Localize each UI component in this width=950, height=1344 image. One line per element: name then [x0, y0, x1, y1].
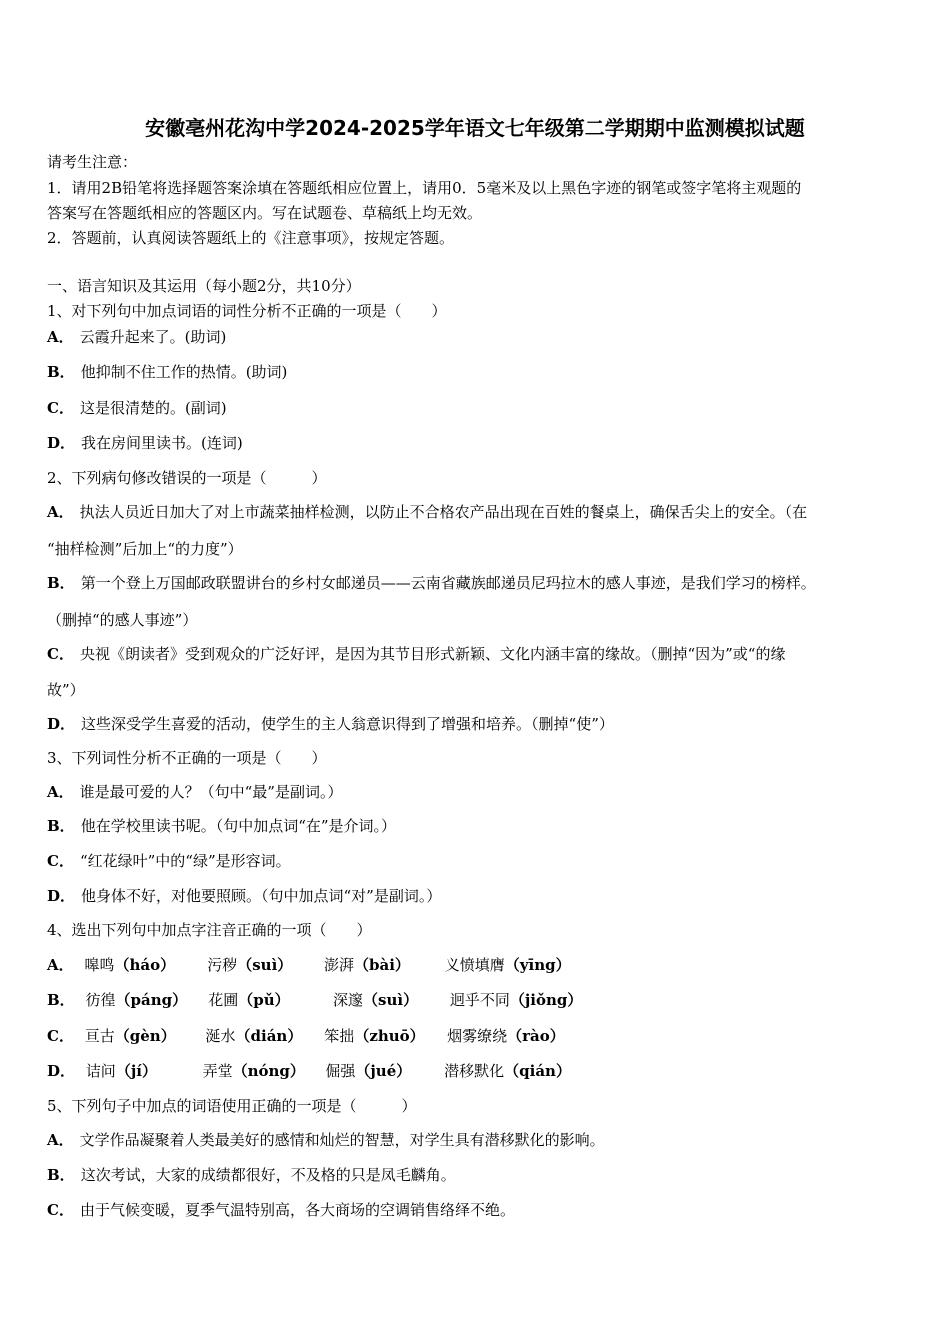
pinyin: （suì） [237, 956, 293, 974]
word: 污秽 [207, 956, 238, 974]
option-label: B． [47, 991, 75, 1009]
option-text: 执法人员近日加大了对上市蔬菜抽样检测，以防止不合格农产品出现在百姓的餐桌上，确保舌尖上的安全。（在 [79, 503, 808, 521]
pinyin: （jí） [115, 1062, 157, 1080]
pinyin: （dián） [235, 1027, 303, 1045]
option-label: A． [47, 328, 74, 346]
option-text: 谁是最可爱的人？（句中“最”是副词。） [79, 783, 343, 801]
notice-heading: 请考生注意： [47, 153, 138, 171]
q1-option-a [47, 327, 226, 347]
option-text: 他身体不好，对他要照顾。（句中加点词“对”是副词。） [81, 887, 442, 905]
option-label: D． [47, 1062, 76, 1080]
pinyin: （jué） [355, 1062, 412, 1080]
q5-option-a [47, 1130, 605, 1150]
pinyin-item [85, 1026, 201, 1046]
word: 迥乎不同 [449, 991, 510, 1009]
q4-option-d [47, 1061, 571, 1081]
q3-option-c [47, 851, 291, 871]
word: 花圃 [208, 991, 239, 1009]
q5-option-b [47, 1165, 456, 1185]
pinyin: （jiǒng） [509, 991, 583, 1009]
pinyin-item [208, 990, 328, 1010]
q3-option-b [47, 816, 396, 836]
q3-option-a [47, 782, 342, 802]
word: 彷徨 [85, 991, 116, 1009]
pinyin-item [324, 955, 440, 975]
pinyin-item [203, 1061, 321, 1081]
option-label: B． [47, 1166, 75, 1184]
option-text: 这些深受学生喜爱的活动，使学生的主人翁意识得到了增强和培养。（删掉“使”） [81, 715, 614, 733]
q4-stem: 4、选出下列句中加点字注音正确的一项（ ） [47, 921, 372, 939]
option-label: D． [47, 434, 76, 452]
exam-title: 安徽亳州花沟中学2024-2025学年语文七年级第二学期期中监测模拟试题 [145, 116, 805, 140]
q1-option-b [47, 362, 287, 382]
q1-stem: 1、对下列句中加点词语的词性分析不正确的一项是（ ） [47, 302, 447, 320]
pinyin: （gèn） [114, 1027, 176, 1045]
q2-option-d [47, 714, 614, 734]
word: 烟雾缭绕 [447, 1027, 508, 1045]
q1-option-d [47, 433, 243, 453]
q2-option-a-line-1 [47, 502, 807, 522]
pinyin-item [324, 1026, 442, 1046]
pinyin: （rào） [507, 1027, 565, 1045]
option-label: B． [47, 817, 75, 835]
option-text: 我在房间里读书。(连词) [81, 434, 243, 452]
option-label: C． [47, 1201, 74, 1219]
option-label: C． [47, 852, 74, 870]
option-text: 由于气候变暖，夏季气温特别高，各大商场的空调销售络绎不绝。 [79, 1201, 515, 1219]
pinyin: （yīng） [504, 956, 571, 974]
option-text: 他抑制不住工作的热情。(助词) [80, 363, 288, 381]
word: 弄堂 [202, 1062, 233, 1080]
pinyin-item [85, 990, 203, 1010]
q2-stem: 2、下列病句修改错误的一项是（ ） [47, 469, 327, 487]
word: 义愤填膺 [444, 956, 505, 974]
word: 亘古 [84, 1027, 115, 1045]
pinyin: （bài） [354, 956, 410, 974]
word: 澎湃 [323, 956, 354, 974]
option-label: B． [47, 574, 75, 592]
pinyin: （zhuō） [354, 1027, 425, 1045]
q3-option-d [47, 886, 441, 906]
pinyin-item [86, 1061, 198, 1081]
pinyin: （háo） [114, 956, 176, 974]
pinyin-item [84, 955, 202, 975]
q4-option-a [47, 955, 571, 975]
q2-option-b-line-2: （删掉“的感人事迹”） [47, 611, 198, 629]
option-label: D． [47, 715, 76, 733]
option-text: 央视《朗读者》受到观众的广泛好评，是因为其节目形式新颖、文化内涵丰富的缘故。（删掉“因为”或“的缘 [79, 645, 786, 663]
pinyin-item [445, 955, 571, 975]
option-label: A． [47, 956, 74, 974]
q5-stem: 5、下列句子中加点的词语使用正确的一项是（ ） [47, 1097, 417, 1115]
option-text: 他在学校里读书呢。（句中加点词“在”是介词。） [80, 817, 397, 835]
word: 倔强 [325, 1062, 356, 1080]
q2-option-c-line-2: 故”） [47, 681, 85, 699]
notice-item-1-line-1: 1．请用2B铅笔将选择题答案涂填在答题纸相应位置上，请用0．5毫米及以上黑色字迹的钢笔或签字笔将主观题的 [47, 179, 802, 197]
pinyin: （nóng） [232, 1062, 305, 1080]
option-label: B． [47, 363, 75, 381]
q4-option-b [47, 990, 582, 1010]
pinyin-item [447, 1026, 565, 1046]
option-label: D． [47, 887, 76, 905]
q2-option-b-line-1 [47, 573, 816, 593]
option-label: A． [47, 1131, 74, 1149]
pinyin-item [450, 990, 583, 1010]
q5-option-c [47, 1200, 515, 1220]
word: 涎水 [205, 1027, 236, 1045]
option-label: A． [47, 783, 74, 801]
q4-option-c [47, 1026, 565, 1046]
word: 潜移默化 [444, 1062, 505, 1080]
notice-item-2: 2．答题前，认真阅读答题纸上的《注意事项》，按规定答题。 [47, 229, 455, 247]
option-label: A． [47, 503, 74, 521]
option-label: C． [47, 399, 74, 417]
notice-item-1-line-2: 答案写在答题纸相应的答题区内。写在试题卷、草稿纸上均无效。 [47, 204, 483, 222]
q3-stem: 3、下列词性分析不正确的一项是（ ） [47, 749, 327, 767]
pinyin-item [444, 1061, 571, 1081]
pinyin-item [206, 1026, 320, 1046]
q2-option-c-line-1 [47, 644, 785, 664]
pinyin-item [325, 1061, 439, 1081]
option-text: 第一个登上万国邮政联盟讲台的乡村女邮递员——云南省藏族邮递员尼玛拉木的感人事迹，是我们学习的榜样。 [80, 574, 816, 592]
option-label: C． [47, 1027, 74, 1045]
pinyin: （suì） [363, 991, 419, 1009]
word: 笨拙 [324, 1027, 355, 1045]
pinyin: （qián） [504, 1062, 571, 1080]
word: 嗥鸣 [84, 956, 115, 974]
q2-option-a-line-2: “抽样检测”后加上“的力度”） [47, 540, 243, 558]
option-text: 这次考试，大家的成绩都很好，不及格的只是凤毛麟角。 [80, 1166, 456, 1184]
q1-option-c [47, 398, 227, 418]
pinyin-item [333, 990, 445, 1010]
option-text: “红花绿叶”中的“绿”是形容词。 [79, 852, 291, 870]
pinyin-item [207, 955, 319, 975]
section-heading: 一、语言知识及其运用（每小题2分，共10分） [47, 277, 361, 295]
pinyin: （pǔ） [238, 991, 290, 1009]
word: 诘问 [85, 1062, 116, 1080]
option-text: 云霞升起来了。(助词) [79, 328, 227, 346]
option-text: 这是很清楚的。(副词) [79, 399, 227, 417]
option-text: 文学作品凝聚着人类最美好的感情和灿烂的智慧，对学生具有潜移默化的影响。 [79, 1131, 605, 1149]
pinyin: （páng） [115, 991, 188, 1009]
word: 深邃 [333, 991, 364, 1009]
option-label: C． [47, 645, 74, 663]
